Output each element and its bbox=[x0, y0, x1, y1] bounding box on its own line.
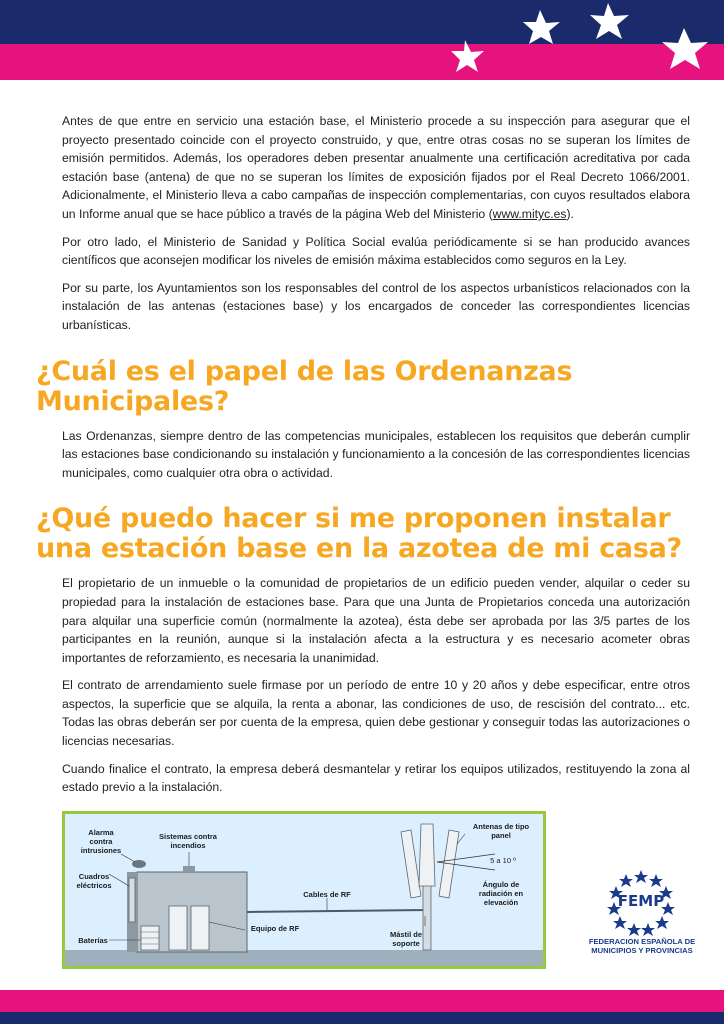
label-angulo: Ángulo de radiación en elevación bbox=[478, 880, 524, 907]
label-antenas: Antenas de tipo panel bbox=[472, 822, 530, 840]
paragraph: Cuando finalice el contrato, la empresa deberá desmantelar y retirar los equipos utilizados, restituyendo la zona al estado previo a la instalación. bbox=[62, 761, 690, 795]
femp-full-name bbox=[580, 937, 704, 955]
footer-band bbox=[0, 990, 724, 1024]
star-icon bbox=[619, 874, 633, 887]
star-icon bbox=[613, 916, 627, 929]
header-graphic bbox=[0, 0, 724, 80]
star-icon bbox=[649, 874, 663, 887]
section-heading: ¿Qué puedo hacer si me proponen instalar una estación base en la azotea de mi casa? bbox=[36, 503, 682, 565]
star-icon bbox=[655, 916, 669, 929]
paragraph bbox=[62, 112, 690, 224]
label-mastil: Mástil de soporte bbox=[389, 930, 423, 948]
label-alarma: Alarma contra intrusiones bbox=[80, 828, 122, 855]
label-cables-rf: Cables de RF bbox=[303, 890, 351, 899]
text-span: ). bbox=[566, 206, 574, 221]
star-icon bbox=[641, 923, 655, 936]
text-span: Antes de que entre en servicio una estación base, el Ministerio procede a su inspección para asegurar que el proyecto presentado coincide con el proyecto construido, y que, entre otras cosas no se superan los límites de emisión permitidos. Además, los operadores deben presentar anualmente una certificación acreditativa por cada estación base (antena) de que no se superan los límites de exposición fijados por el Real Decreto 1066/2001. Adicionalmente, el Ministerio lleva a cabo campañas de inspección complementarias, con cuyos resultados elabora un Informe anual que se hace público a través de la página Web del Ministerio ( bbox=[62, 114, 690, 221]
star-icon bbox=[627, 923, 641, 936]
ministry-link[interactable]: www.mityc.es bbox=[492, 206, 567, 221]
paragraph: El propietario de un inmueble o la comunidad de propietarios de un edificio pueden vender, alquilar o ceder su propiedad para la instalación de estaciones base. Para que una Junta de Propietarios conceda una autorización para alquilar una superficie común (normalmente la azotea), ésta debe ser aprobada por las 3/5 partes de los participantes en la reunión, aunque si la instalación afecta a la estructura y es necesario acometer obras importantes de reforzamiento, es necesaria la unanimidad. bbox=[62, 576, 690, 665]
main-content bbox=[36, 112, 690, 806]
paragraph: Por su parte, los Ayuntamientos son los responsables del control de los aspectos urbanísticos relacionados con la instalación de las antenas (estaciones base) y los encargados de conceder las correspondientes licencias urbanísticas. bbox=[62, 280, 690, 332]
base-station-diagram bbox=[62, 811, 546, 969]
label-angulo-value: 5 a 10 º bbox=[490, 856, 516, 865]
header-banner bbox=[0, 0, 724, 80]
label-baterias: Baterías bbox=[78, 936, 108, 945]
label-sistemas: Sistemas contra incendios bbox=[159, 832, 217, 850]
label-cuadros: Cuadros eléctricos bbox=[76, 872, 112, 890]
section-heading: ¿Cuál es el papel de las Ordenanzas Municipales? bbox=[36, 355, 573, 417]
paragraph: Por otro lado, el Ministerio de Sanidad y Política Social evalúa periódicamente si se han producido avances científicos que aconsejen modificar los niveles de emisión máxima establecidos como seguros en la Ley. bbox=[62, 234, 690, 268]
paragraph: El contrato de arrendamiento suele firmase por un período de entre 10 y 20 años y debe especificar, entre otros aspectos, la superficie que se alquila, la renta a abonar, las condiciones de uso, de rescisión del contrato... etc. Todas las obras deberán ser por cuenta de la empresa, quien debe gestionar y conseguir todas las autorizaciones o licencias necesarias. bbox=[62, 678, 690, 749]
paragraph: Las Ordenanzas, siempre dentro de las competencias municipales, establecen los requisitos que deberán cumplir las estaciones base condicionando su instalación y funcionamiento a la concesión de las correspondientes licencias municipales, como cualquier otra obra o actividad. bbox=[62, 428, 690, 480]
star-icon bbox=[634, 870, 648, 883]
femp-name-line1: FEDERACION ESPAÑOLA DE bbox=[588, 937, 696, 946]
femp-name-line2: MUNICIPIOS Y PROVINCIAS bbox=[591, 946, 693, 955]
footer-graphic bbox=[0, 990, 724, 1024]
label-equipo-rf: Equipo de RF bbox=[250, 924, 300, 933]
femp-acronym: FEMP bbox=[617, 892, 665, 910]
